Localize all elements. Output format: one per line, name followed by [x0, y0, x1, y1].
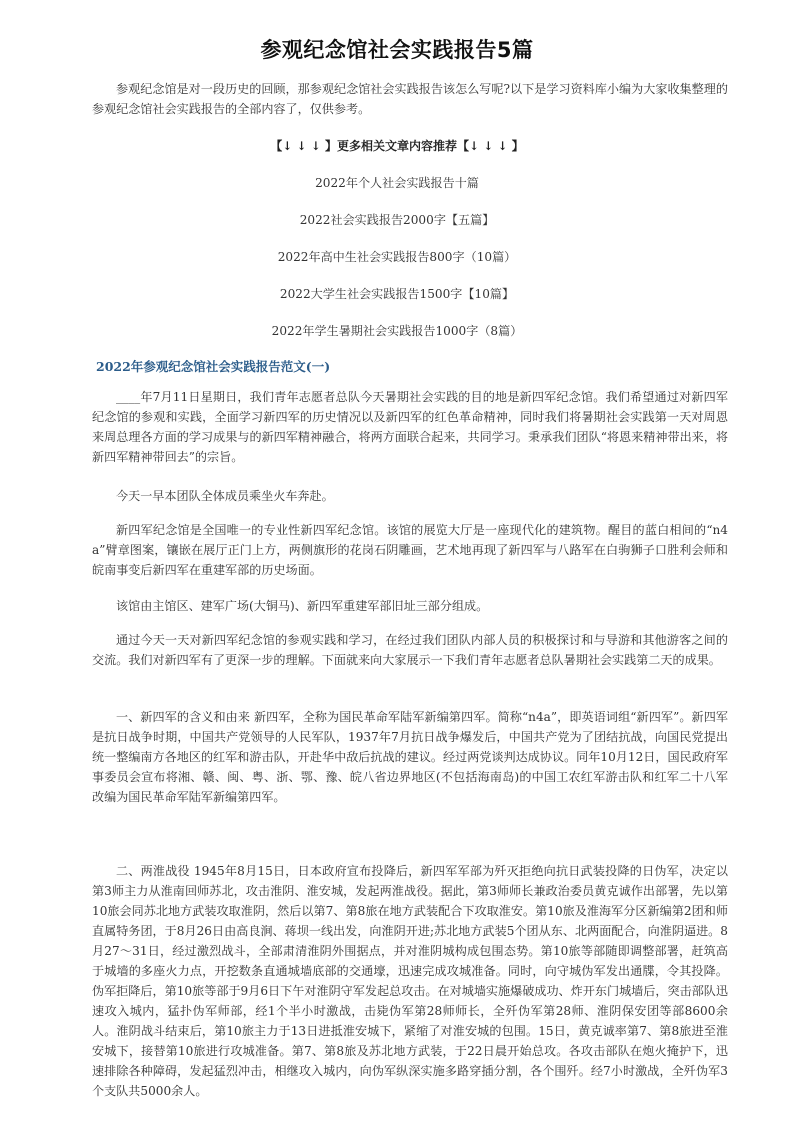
section-title: 2022年参观纪念馆社会实践报告范文(一) — [96, 359, 331, 374]
body-paragraph-7: 二、两淮战役 1945年8月15日，日本政府宣布投降后，新四军军部为歼灭拒绝向抗日武装投降的日伪军，决定以第3师主力从淮南回师苏北，攻击淮阴、淮安城，发起两淮战役。据此，第3师师长兼政治委员黄克诚作出部署，先以第10旅会同苏北地方武装攻取淮阴，然后以第7、第8旅在地方武装配合下攻取淮安。第10旅及淮海军分区新编第2团和师直属特务团，于8月26日由高良涧、蒋坝一线出发，向淮阴开进;苏北地方武装5个团从东、北两面配合，向淮阴逼进。8月27～31日，经过激烈战斗，全部肃清淮阴外围据点，并对淮阴城构成包围态势。第10旅等部随即调整部署，赶筑高于城墙的多座火力点，开挖数条直通城墙底部的交通壕，迅速完成攻城准备。同时，向守城伪军发出通牒，令其投降。伪军拒降后，第10旅等部于9月6日下午对淮阴守军发起总攻击。在对城墙实施爆破成功、炸开东门城墙后，突击部队迅速攻入城内，猛扑伪军师部，经1个半小时激战，击毙伪军第28师师长，全歼伪军第28师、淮阴保安团等部8600余人。淮阴战斗结束后，第10旅主力于13日进抵淮安城下，紧缩了对淮安城的包围。15日，黄克诚率第7、第8旅进至淮安城下，接替第10旅进行攻城准备。第7、第8旅及苏北地方武装，于22日晨开始总攻。各攻击部队在炮火掩护下，迅速排除各种障碍，发起猛烈冲击，相继攻入城内，向伪军纵深实施多路穿插分割，各个围歼。经7小时激战，全歼伪军3个支队共5000余人。 — [92, 864, 728, 1098]
body-paragraph-2: 今天一早本团队全体成员乘坐火车奔赴。 — [116, 489, 334, 503]
recommend-heading: 【↓ ↓ ↓ 】更多相关文章内容推荐【↓ ↓ ↓ 】 — [270, 139, 524, 153]
recommend-link-5[interactable]: 2022年学生暑期社会实践报告1000字（8篇） — [271, 324, 523, 338]
body-paragraph-1: ____年7月11日星期日，我们青年志愿者总队今天暑期社会实践的目的地是新四军纪念馆。我们希望通过对新四军纪念馆的参观和实践，全面学习新四军的历史情况以及新四军的红色革命精神，同时我们将暑期社会实践第一天对周恩来周总理各方面的学习成果与的新四军精神融合，将两方面联合起来，共同学习。秉承我们团队“将恩来精神带出来，将新四军精神带回去”的宗旨。 — [92, 390, 728, 464]
recommend-link-3[interactable]: 2022年高中生社会实践报告800字（10篇） — [277, 250, 517, 264]
body-paragraph-4: 该馆由主馆区、建军广场(大铜马)、新四军重建军部旧址三部分组成。 — [116, 599, 489, 613]
recommend-link-1[interactable]: 2022年个人社会实践报告十篇 — [315, 176, 479, 190]
body-paragraph-5: 通过今天一天对新四军纪念馆的参观实践和学习，在经过我们团队内部人员的积极探讨和与导游和其他游客之间的交流。我们对新四军有了更深一步的理解。下面就来向大家展示一下我们青年志愿者总队暑期社会实践第二天的成果。 — [92, 633, 728, 667]
body-paragraph-3: 新四军纪念馆是全国唯一的专业性新四军纪念馆。该馆的展览大厅是一座现代化的建筑物。醒目的蓝白相间的“n4a”臂章图案，镶嵌在展厅正门上方，两侧旗形的花岗石阴雕画，艺术地再现了新四军与八路军在白驹狮子口胜利会师和皖南事变后新四军在重建军部的历史场面。 — [92, 523, 728, 577]
intro-paragraph: 参观纪念馆是对一段历史的回顾，那参观纪念馆社会实践报告该怎么写呢?以下是学习资料库小编为大家收集整理的参观纪念馆社会实践报告的全部内容了，仅供参考。 — [92, 82, 728, 116]
page-title: 参观纪念馆社会实践报告5篇 — [260, 38, 534, 62]
recommend-link-2[interactable]: 2022社会实践报告2000字【五篇】 — [299, 213, 495, 227]
recommend-link-4[interactable]: 2022大学生社会实践报告1500字【10篇】 — [279, 287, 515, 301]
body-paragraph-6: 一、新四军的含义和由来 新四军，全称为国民革命军陆军新编第四军。简称“n4a”，即英语词组“新四军”。新四军是抗日战争时期，中国共产党领导的人民军队，1937年7月抗日战争爆发后，中国共产党为了团结抗战，向国民党提出统一整编南方各地区的红军和游击队，开赴华中敌后抗战的建议。经过两党谈判达成协议。同年10月12日，国民政府军事委员会宣布将湘、赣、闽、粤、浙、鄂、豫、皖八省边界地区(不包括海南岛)的中国工农红军游击队和红军二十八军改编为国民革命军陆军新编第四军。 — [92, 710, 728, 804]
